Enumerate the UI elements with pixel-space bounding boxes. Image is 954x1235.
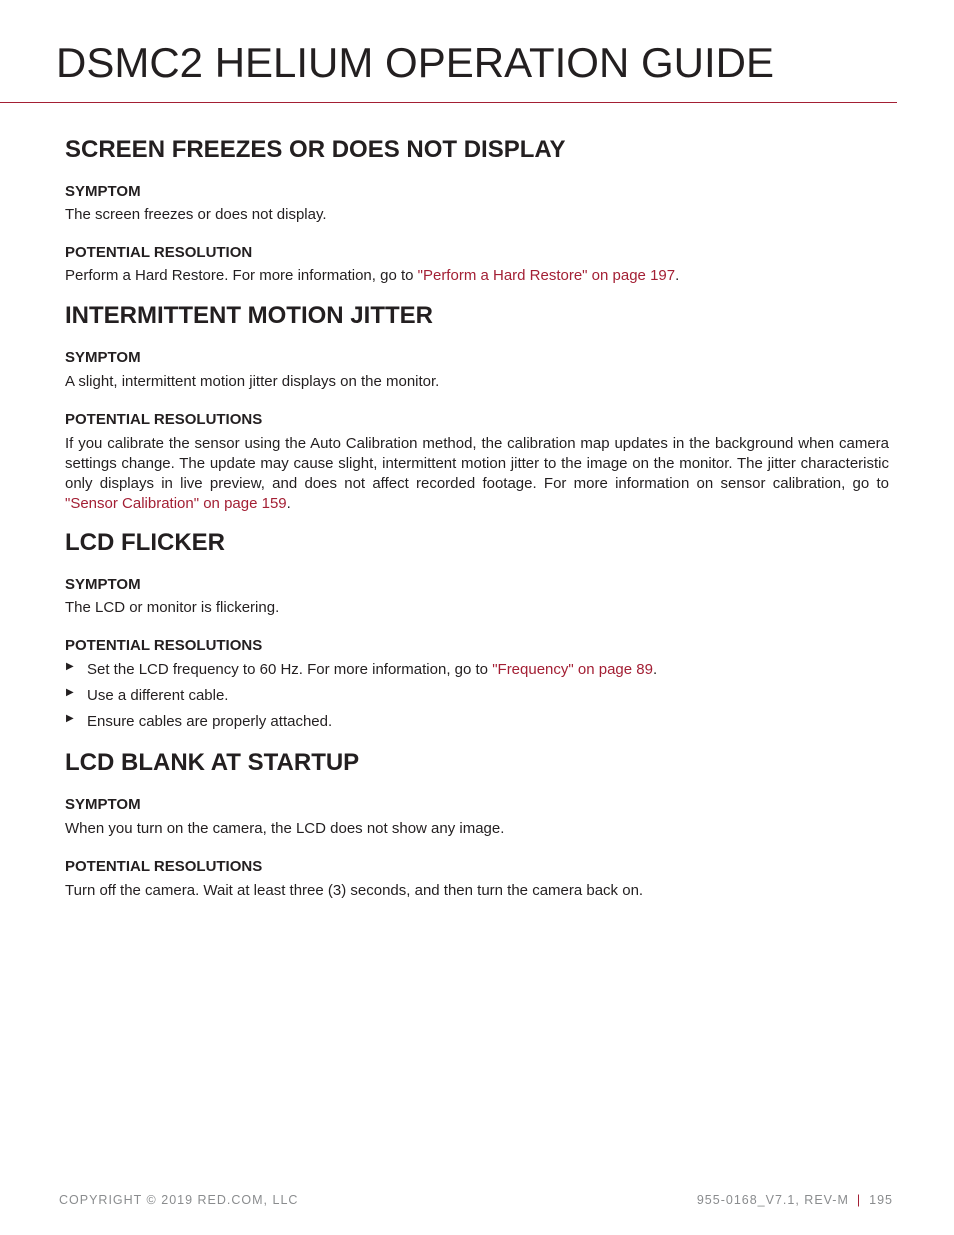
list-item: ▶ Set the LCD frequency to 60 Hz. For more information, go to "Frequency" on page 89. <box>65 660 889 686</box>
symptom-text: A slight, intermittent motion jitter displays on the monitor. <box>65 373 440 390</box>
resolution-label: POTENTIAL RESOLUTIONS <box>65 411 263 428</box>
bullet-arrow-icon: ▶ <box>66 713 74 724</box>
resolution-text: Perform a Hard Restore. For more information, go to "Perform a Hard Restore" on page 197. <box>65 267 680 284</box>
footer-page-info <box>697 1193 893 1207</box>
symptom-label: SYMPTOM <box>65 183 141 200</box>
symptom-label: SYMPTOM <box>65 349 141 366</box>
symptom-text: The screen freezes or does not display. <box>65 206 327 223</box>
bullet-arrow-icon: ▶ <box>66 661 74 672</box>
symptom-text: The LCD or monitor is flickering. <box>65 599 280 616</box>
section-screen-freezes <box>65 133 889 286</box>
symptom-label: SYMPTOM <box>65 576 141 593</box>
section-lcd-flicker <box>65 526 889 738</box>
list-item: ▶ Ensure cables are properly attached. <box>65 712 889 738</box>
section-lcd-blank <box>65 746 889 901</box>
section-heading: LCD BLANK AT STARTUP <box>65 749 360 776</box>
bullet-arrow-icon: ▶ <box>66 687 74 698</box>
resolution-label: POTENTIAL RESOLUTIONS <box>65 858 263 875</box>
section-heading: INTERMITTENT MOTION JITTER <box>65 302 433 329</box>
symptom-label: SYMPTOM <box>65 796 141 813</box>
link-sensor-calibration[interactable]: "Sensor Calibration" on page 159 <box>65 495 287 512</box>
section-heading: LCD FLICKER <box>65 529 225 556</box>
footer-separator: | <box>856 1193 862 1207</box>
page-number: 195 <box>869 1193 893 1207</box>
footer-doc-id: 955-0168_V7.1, REV-M <box>696 1193 849 1207</box>
resolution-list <box>65 660 889 738</box>
title-divider <box>0 102 897 103</box>
section-heading: SCREEN FREEZES OR DOES NOT DISPLAY <box>65 136 566 163</box>
link-perform-hard-restore[interactable]: "Perform a Hard Restore" on page 197 <box>417 267 676 284</box>
section-motion-jitter <box>65 299 889 514</box>
resolution-label: POTENTIAL RESOLUTION <box>65 244 253 261</box>
link-frequency[interactable]: "Frequency" on page 89 <box>492 661 653 678</box>
page-content <box>65 133 889 901</box>
symptom-text: When you turn on the camera, the LCD does not show any image. <box>65 820 505 837</box>
resolution-label: POTENTIAL RESOLUTIONS <box>65 637 263 654</box>
footer-copyright: COPYRIGHT © 2019 RED.COM, LLC <box>59 1193 299 1207</box>
document-title: DSMC2 HELIUM OPERATION GUIDE <box>56 39 774 86</box>
resolution-text: If you calibrate the sensor using the Auto Calibration method, the calibration map updates in the background when camera settings change. The update may cause slight, intermittent motion jitter to the image on the monitor. The jitter characteristic only displays in live preview, and does not affect recorded footage. For more information on sensor calibration, go to "Sensor Calibration" on page 159. <box>65 435 889 512</box>
list-item: ▶ Use a different cable. <box>65 686 889 712</box>
resolution-text: Turn off the camera. Wait at least three (3) seconds, and then turn the camera back on. <box>65 882 644 899</box>
